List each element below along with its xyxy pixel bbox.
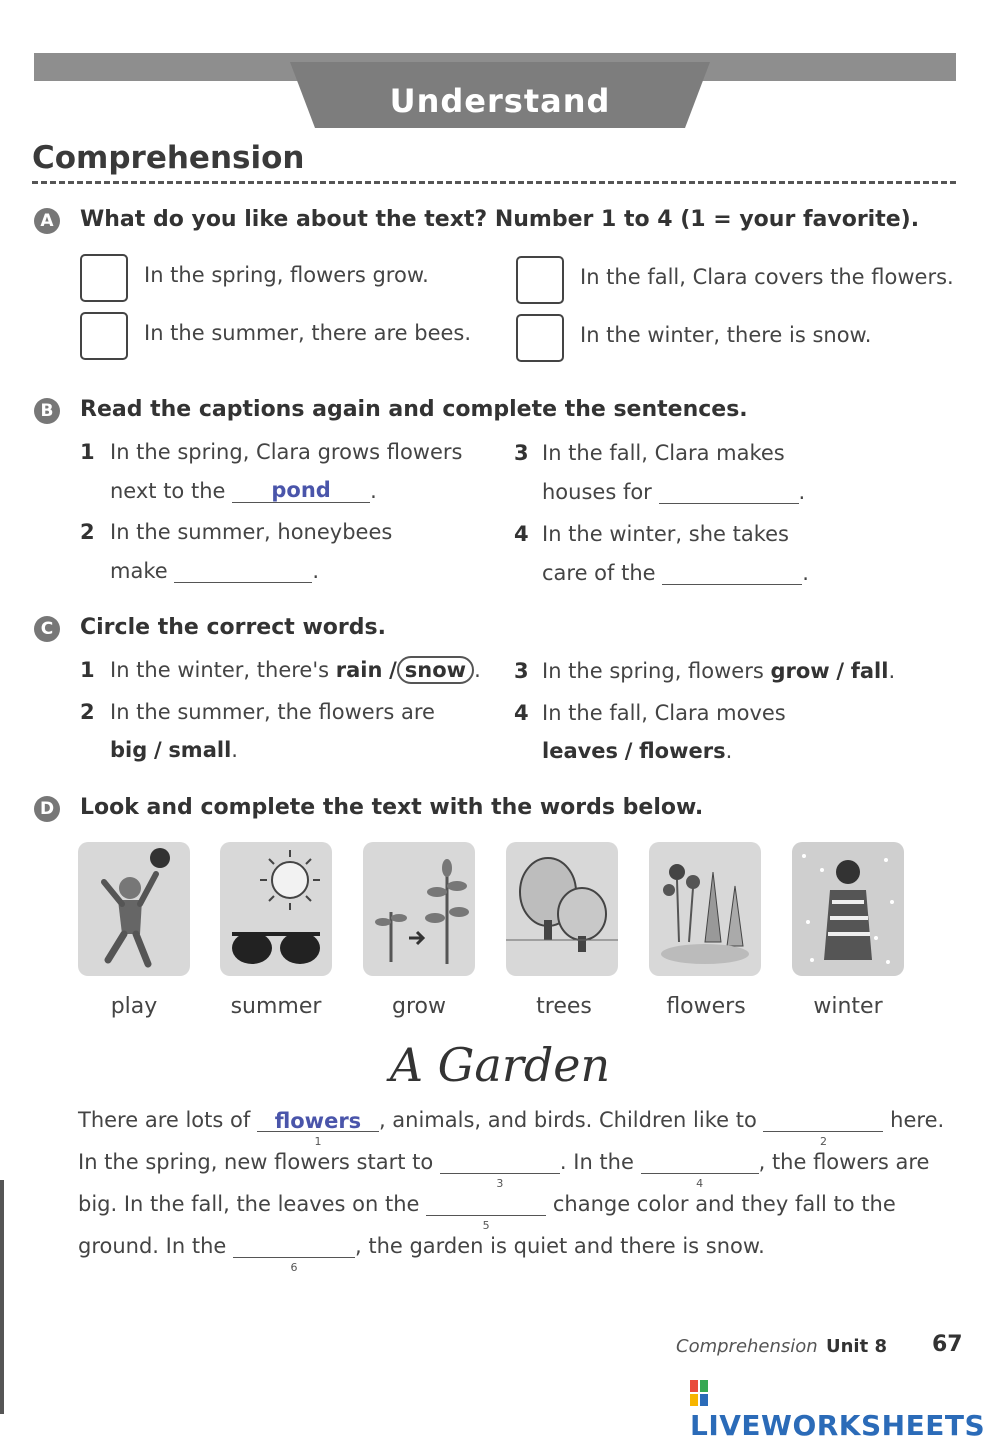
sentence-end: .: [312, 559, 320, 583]
dashed-divider: [32, 181, 956, 184]
story-line: [78, 1108, 945, 1148]
section-d-question: Look and complete the text with the words below.: [80, 795, 704, 820]
answer-blank[interactable]: [662, 560, 802, 585]
sentence-line: [110, 558, 319, 583]
word-label: flowers: [666, 994, 746, 1019]
story-text: In the spring, new flowers start to: [78, 1150, 434, 1174]
circle-sentence: [542, 659, 895, 683]
word-label: trees: [536, 994, 592, 1019]
liveworksheets-logo[interactable]: [690, 1376, 1000, 1442]
item-number: 3: [514, 441, 529, 465]
story-text: . In the: [559, 1150, 634, 1174]
word-option[interactable]: fall: [850, 659, 889, 683]
option-separator: /: [389, 658, 397, 682]
sentence-end: .: [798, 480, 806, 504]
word-option[interactable]: small: [168, 738, 232, 762]
section-title: Comprehension: [32, 140, 305, 176]
item-number: 4: [514, 522, 529, 546]
word-option[interactable]: big: [110, 738, 148, 762]
circle-sentence: In the fall, Clara moves: [542, 701, 786, 725]
story-line: [78, 1150, 930, 1190]
story-line: [78, 1192, 896, 1232]
blank-index: 6: [290, 1261, 298, 1274]
story-text: There are lots of: [78, 1108, 251, 1132]
circle-options: [110, 738, 238, 762]
sentence-text: In the spring, flowers: [542, 659, 764, 683]
item-number: 2: [80, 700, 95, 724]
sentence-end: .: [474, 658, 481, 682]
play-picture: [78, 842, 190, 976]
section-b-question: Read the captions again and complete the sentences.: [80, 397, 748, 422]
circle-options: [542, 739, 732, 763]
sentence-end: .: [231, 738, 238, 762]
word-label: play: [110, 994, 158, 1019]
item-number: 1: [80, 440, 95, 464]
sentence-line: [110, 478, 377, 503]
word-option[interactable]: flowers: [639, 739, 726, 763]
answer-blank[interactable]: [174, 558, 312, 583]
story-blank[interactable]: [426, 1193, 546, 1232]
rank-box[interactable]: [516, 314, 564, 362]
story-blank[interactable]: [641, 1151, 759, 1190]
banner-title: Understand: [389, 82, 611, 120]
sentence-line: [542, 560, 809, 585]
footer-section: Comprehension: [676, 1336, 818, 1357]
answer-blank[interactable]: [659, 479, 799, 504]
rank-box[interactable]: [80, 254, 128, 302]
section-c-question: Circle the correct words.: [80, 615, 386, 640]
story-blank[interactable]: [233, 1235, 355, 1274]
sentence-lead: next to the: [110, 479, 226, 503]
answer-blank[interactable]: pond: [232, 478, 370, 503]
option-separator: /: [836, 659, 845, 683]
blank-index: 5: [482, 1219, 490, 1232]
circle-sentence: [110, 658, 481, 682]
sentence-lead: houses for: [542, 480, 652, 504]
sentence-lead: care of the: [542, 561, 656, 585]
blank-index: 1: [314, 1135, 322, 1148]
word-option-circled[interactable]: snow: [397, 656, 474, 684]
sentence-line: In the fall, Clara makes: [542, 441, 785, 465]
sentence-line: In the spring, Clara grows flowers: [110, 440, 463, 464]
word-option[interactable]: grow: [770, 659, 830, 683]
section-b-badge: B: [34, 398, 60, 424]
sentence-end: .: [802, 561, 809, 585]
rank-box[interactable]: [516, 256, 564, 304]
story-blank[interactable]: [763, 1109, 883, 1148]
word-label: summer: [230, 994, 322, 1019]
grow-picture: [363, 842, 475, 976]
sentence-end: .: [725, 739, 733, 763]
blank-index: 4: [696, 1177, 704, 1190]
sentence-lead: make: [110, 559, 168, 583]
story-text: change color and they fall to the: [552, 1192, 896, 1216]
story-blank[interactable]: [440, 1151, 560, 1190]
item-number: 4: [514, 701, 529, 725]
sentence-line: [542, 479, 805, 504]
story-text: , animals, and birds. Children like to: [378, 1108, 757, 1132]
flowers-picture: [649, 842, 761, 976]
blank-index: 3: [496, 1177, 504, 1190]
word-label: winter: [813, 994, 883, 1019]
story-text: , the garden is quiet and there is snow.: [354, 1234, 765, 1258]
item-number: 3: [514, 659, 529, 683]
summer-picture: [220, 842, 332, 976]
blank-index: 2: [819, 1135, 827, 1148]
footer-unit: Unit 8: [826, 1336, 887, 1357]
blank-answer: flowers: [274, 1109, 362, 1133]
rank-option: In the spring, flowers grow.: [144, 263, 429, 287]
story-line: [78, 1234, 765, 1274]
item-number: 1: [80, 658, 95, 682]
winter-picture: [792, 842, 904, 976]
circle-sentence: In the summer, the flowers are: [110, 700, 435, 724]
sentence-line: In the winter, she takes: [542, 522, 789, 546]
page-edge: [0, 1180, 4, 1414]
story-blank[interactable]: [257, 1109, 379, 1148]
story-title: A Garden: [389, 1038, 611, 1092]
story-text: ground. In the: [78, 1234, 227, 1258]
story-text: here.: [890, 1108, 945, 1132]
rank-option: In the winter, there is snow.: [580, 323, 872, 347]
sentence-end: .: [888, 659, 896, 683]
rank-option: In the fall, Clara covers the flowers.: [580, 265, 954, 289]
liveworksheets-text: LIVEWORKSHEETS: [690, 1409, 986, 1442]
section-c-badge: C: [34, 616, 60, 642]
word-option[interactable]: leaves: [542, 739, 619, 763]
page-number: 67: [932, 1332, 963, 1357]
rank-option: In the summer, there are bees.: [144, 321, 472, 345]
story-text: , the flowers are: [758, 1150, 930, 1174]
story-text: big. In the fall, the leaves on the: [78, 1192, 420, 1216]
option-separator: /: [624, 739, 633, 763]
section-a-badge: A: [34, 208, 60, 234]
sentence-end: .: [370, 479, 377, 503]
section-a-question: What do you like about the text? Number 1 to 4 (1 = your favorite).: [80, 207, 920, 232]
word-label: grow: [392, 994, 446, 1019]
sentence-line: In the summer, honeybees: [110, 520, 393, 544]
word-option[interactable]: rain: [335, 658, 383, 682]
section-d-badge: D: [34, 796, 60, 822]
rank-box[interactable]: [80, 312, 128, 360]
option-separator: /: [153, 738, 162, 762]
sentence-text: In the winter, there's: [110, 658, 330, 682]
trees-picture: [506, 842, 618, 976]
liveworksheets-icon: [690, 1380, 708, 1406]
item-number: 2: [80, 520, 95, 544]
